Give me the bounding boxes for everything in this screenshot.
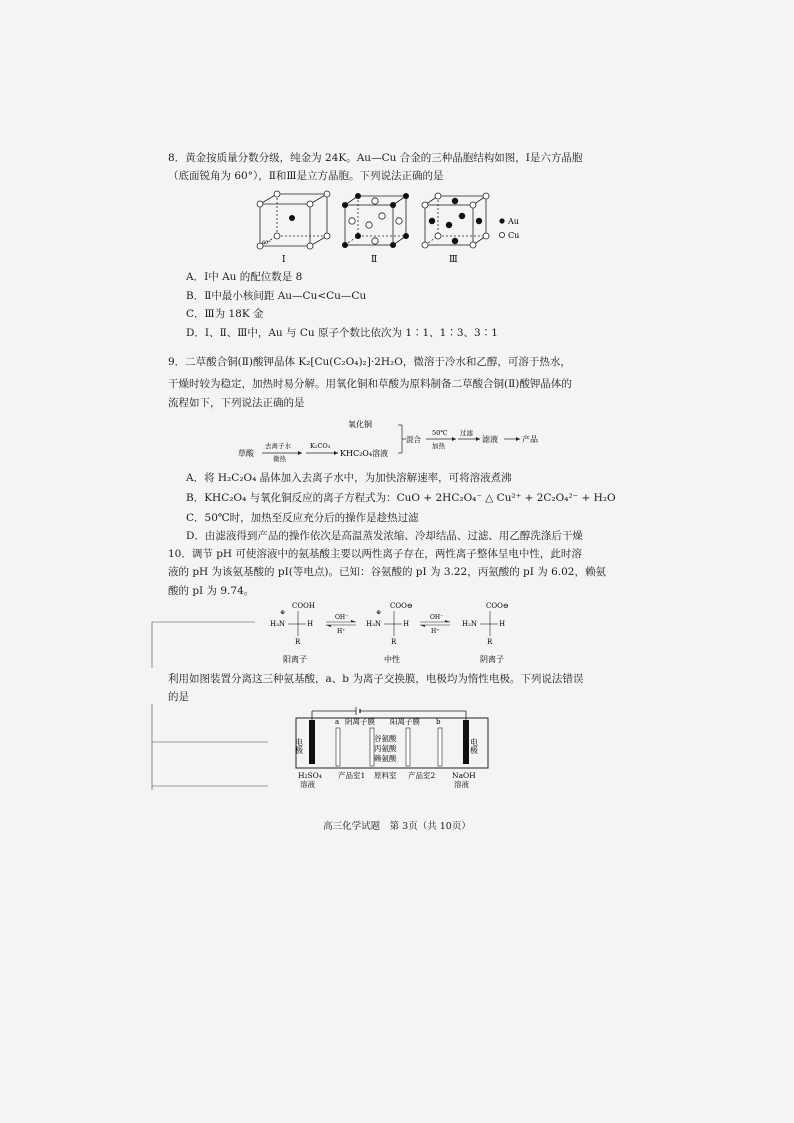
cation-h3n: H₃N xyxy=(270,620,286,628)
q9-stem-line1: 9．二草酸合铜(Ⅱ)酸钾晶体 K₂[Cu(C₂O₄)₂]·2H₂O，微溶于冷水和乙醇，可溶于热水， xyxy=(168,356,571,368)
flow-mix: 混合 xyxy=(406,435,421,444)
cu-atom xyxy=(470,242,476,248)
au-atom xyxy=(390,202,396,208)
neutral-h: H xyxy=(403,620,410,628)
label-neutral: 中性 xyxy=(384,655,400,664)
q9-option-d: D．由滤液得到产品的操作依次是高温蒸发浓缩、冷却结晶、过滤、用乙醇洗涤后干燥 xyxy=(186,530,583,542)
cu-atom xyxy=(379,213,385,219)
au-atom xyxy=(476,218,482,224)
left-electrode-label: 电极 xyxy=(294,738,304,754)
au-atom xyxy=(355,193,361,199)
legend-cu-label: Cu xyxy=(508,231,520,240)
cu-atom xyxy=(257,201,263,207)
membrane-b xyxy=(438,728,442,766)
q10-stem-line5: 的是 xyxy=(168,691,189,703)
cu-atom xyxy=(324,233,330,239)
membrane-cation-label: 阳离子膜 xyxy=(390,717,420,726)
cu-atom xyxy=(366,222,372,228)
acid-lysine: 赖氨酸 xyxy=(374,754,397,763)
raw-room-label: 原料室 xyxy=(374,771,397,780)
cation-r: R xyxy=(295,638,301,646)
acid-alanine: 丙氨酸 xyxy=(374,744,397,753)
membrane-cation xyxy=(406,728,410,766)
cation-plus: ⊕ xyxy=(280,609,286,616)
right-electrode-label: 电极 xyxy=(469,738,479,754)
electrodialysis-device xyxy=(150,704,510,794)
cu-atom xyxy=(396,218,402,224)
cation-h: H xyxy=(307,620,314,628)
room2-label: 产品室2 xyxy=(408,771,436,780)
au-atom xyxy=(446,222,452,228)
q8-stem-line2: （底面锐角为 60°），Ⅱ和Ⅲ是立方晶胞。下列说法正确的是 xyxy=(168,170,444,182)
anion-r: R xyxy=(487,638,493,646)
q10-stem-line2: 液的 pH 为该氨基酸的 pI(等电点)。已知：谷氨酸的 pI 为 3.22，丙氨酸的 pI 为 6.02，赖氨 xyxy=(168,566,606,578)
flow-start: 草酸 xyxy=(238,449,254,458)
membrane-a xyxy=(336,728,340,766)
flow-reagent: 氧化铜 xyxy=(348,420,372,429)
cu-atom xyxy=(422,242,428,248)
flow-intermediate: KHC₂O₄溶液 xyxy=(340,449,389,458)
au-atom xyxy=(429,218,435,224)
flow-step3-top: 50℃ xyxy=(432,429,448,437)
cu-atom xyxy=(483,233,489,239)
cu-atom xyxy=(274,233,280,239)
q8-stem-line1: 8．黄金按质量分数分级，纯金为 24K。Au—Cu 合金的三种晶胞结构如图，Ⅰ是六方晶胞 xyxy=(168,152,583,164)
page-footer: 高三化学试题 第 3页（共 10页） xyxy=(323,821,471,832)
q9-option-b: B．KHC₂O₄ 与氧化铜反应的离子方程式为：CuO + 2HC₂O₄⁻ △ Cu²⁺ + 2C₂O₄²⁻ + H₂O xyxy=(186,492,616,504)
cell-II-label: Ⅱ xyxy=(371,255,378,265)
cation-cooh: COOH xyxy=(292,602,315,610)
q9-option-a: A．将 H₂C₂O₄ 晶体加入去离子水中，为加快溶解速率，可将溶液煮沸 xyxy=(186,472,512,484)
neutral-coo: COO⊖ xyxy=(390,602,413,610)
legend-cu-marker xyxy=(499,232,504,237)
room1-label: 产品室1 xyxy=(338,771,366,780)
membrane-a-label: a xyxy=(335,718,340,726)
legend-au-marker xyxy=(499,218,504,223)
q8-option-c: C．Ⅲ为 18K 金 xyxy=(186,308,264,320)
flow-step2-top: K₂CO₃ xyxy=(310,442,331,450)
au-atom xyxy=(452,238,458,244)
flow-step4-top: 过滤 xyxy=(460,429,473,437)
neutral-r: R xyxy=(391,638,397,646)
arrow1-oh: OH⁻ xyxy=(335,614,349,621)
au-atom xyxy=(403,233,409,239)
neutral-h3n: H₃N xyxy=(366,620,382,628)
flow-step1-bottom: 微热 xyxy=(273,455,286,463)
cu-atom xyxy=(324,191,330,197)
cu-atom xyxy=(422,202,428,208)
membrane-b-label: b xyxy=(436,718,441,726)
anion-coo: COO⊖ xyxy=(486,602,509,610)
flow-product: 产品 xyxy=(522,435,538,444)
q10-stem-line3: 酸的 pI 为 9.74。 xyxy=(168,585,255,597)
neutral-plus: ⊕ xyxy=(376,609,382,616)
angle-label: 60° xyxy=(262,240,271,246)
au-atom xyxy=(390,242,396,248)
q9-option-c: C．50℃时，加热至反应充分后的操作是趁热过滤 xyxy=(186,512,419,524)
cell-I-label: Ⅰ xyxy=(282,255,286,265)
right-electrode xyxy=(463,720,469,764)
q8-option-b: B．Ⅱ中最小核间距 Au—Cu<Cu—Cu xyxy=(186,290,367,302)
anion-h: H xyxy=(499,620,506,628)
left-electrode xyxy=(309,720,315,764)
cu-atom xyxy=(483,193,489,199)
membrane-anion-label: 阴离子膜 xyxy=(345,717,375,726)
right-solution-label: NaOH 溶液 xyxy=(452,771,476,789)
flow-step1-top: 去离子水 xyxy=(265,442,291,450)
cu-atom xyxy=(349,218,355,224)
arrow2-oh: OH⁻ xyxy=(430,614,444,621)
amino-acid-equilibrium xyxy=(150,598,550,668)
q9-flowchart xyxy=(238,415,568,465)
au-atom xyxy=(452,198,458,204)
flow-step3-bottom: 加热 xyxy=(432,442,445,450)
q10-stem-line1: 10．调节 pH 可使溶液中的氨基酸主要以两性离子存在，两性离子整体呈电中性，此时溶 xyxy=(168,548,582,560)
left-solution-label: H₂SO₄ 溶液 xyxy=(298,771,322,789)
anion-h2n: H₂N xyxy=(462,620,478,628)
cu-atom xyxy=(372,198,378,204)
au-atom xyxy=(342,202,348,208)
q9-stem-line3: 流程如下，下列说法正确的是 xyxy=(168,397,305,409)
cu-atom xyxy=(274,191,280,197)
au-atom xyxy=(459,213,465,219)
cell-III-label: Ⅲ xyxy=(449,255,458,265)
cu-atom xyxy=(435,233,441,239)
label-cation: 阳离子 xyxy=(283,655,307,664)
au-atom xyxy=(289,215,295,221)
arrow1-h: H⁺ xyxy=(337,628,346,635)
q8-option-a: A．Ⅰ中 Au 的配位数是 8 xyxy=(186,271,303,283)
label-anion: 阴离子 xyxy=(480,655,504,664)
flow-filtrate: 滤液 xyxy=(482,435,498,444)
cu-atom xyxy=(372,238,378,244)
unit-cell-figure xyxy=(240,188,540,266)
legend-au-label: Au xyxy=(508,217,519,226)
au-atom xyxy=(403,193,409,199)
cu-atom xyxy=(307,201,313,207)
q8-option-d: D．Ⅰ、Ⅱ、Ⅲ中，Au 与 Cu 原子个数比依次为 1∶1、1∶3、3∶1 xyxy=(186,327,498,339)
q9-stem-line2: 干燥时较为稳定，加热时易分解。用氧化铜和草酸为原料制备二草酸合铜(Ⅱ)酸钾晶体的 xyxy=(168,378,572,390)
q10-stem-line4: 利用如图装置分离这三种氨基酸，a、b 为离子交换膜，电极均为惰性电极。下列说法错误 xyxy=(168,673,584,685)
au-atom xyxy=(342,242,348,248)
acid-glutamic: 谷氨酸 xyxy=(374,734,397,743)
cu-atom xyxy=(435,193,441,199)
cu-atom xyxy=(307,243,313,249)
arrow2-h: H⁺ xyxy=(431,628,440,635)
au-atom xyxy=(355,233,361,239)
cu-atom xyxy=(470,202,476,208)
